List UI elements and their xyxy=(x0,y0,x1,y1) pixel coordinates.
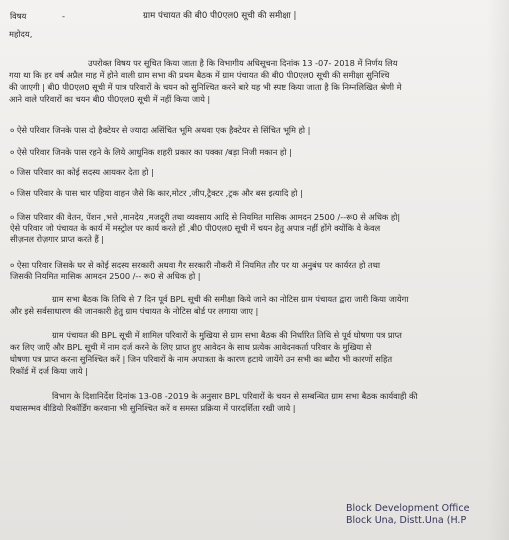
criteria-item-continuation: जिसकी नियमित मासिक आमदन 2500 /-- रू0 से अधिक हो | xyxy=(10,271,201,281)
criteria-item: ० ऐसे परिवार जिनके पास दो हैक्टेयर से ज्यादा असिंचित भूमि अथवा एक हैक्टेयर से सिंचित भूमि हो | xyxy=(10,125,311,135)
subject-label: विषय xyxy=(10,11,27,21)
signature-line-1: Block Development Office xyxy=(346,503,470,514)
paragraph-line: रिकॉर्ड में दर्ज किया जाये | xyxy=(10,366,88,376)
salutation: महोदय, xyxy=(9,29,33,39)
criteria-item: ० ऐसे परिवार जिनके पास रहने के लिये आधुनिक शहरी प्रकार का पक्का /बड़ा निजी मकान हो | xyxy=(10,147,292,157)
paragraph-line: घोषणा पत्र प्राप्त करना सुनिश्चित करें | जिन परिवारों के नाम अपात्रता के कारण हटाये जायेंगे उन सभी का ब्यौरा भी कारणों सहित xyxy=(10,354,393,364)
paragraph-line: कर लिए जाएँ और BPL सूची में नाम दर्ज करने के लिए प्राप्त हुए आवेदन के साथ प्रत्येक आवेदनकर्ता परिवार के मुखिया से xyxy=(10,342,372,352)
intro-line: गया था कि हर वर्ष अप्रैल माह में होने वाली ग्राम सभा की प्रथम बैठक में ग्राम पंचायत की बी0 पी0एल0 सूची की समीक्षा सुनिश्चि xyxy=(9,70,390,80)
paragraph-line: ग्राम पंचायत की BPL सूची में शामिल परिवारों के मुखिया से ग्राम सभा बैठक की निर्धारित तिथि से पूर्व घोषणा पत्र प्राप्त xyxy=(52,330,402,340)
intro-line: की जाएगी | बी0 पी0एल0 सूची में पात्र परिवारों के चयन को सुनिश्चित करने बारे यह भी स्पष्ट किया जाता है कि निम्नलिखित श्रेणी मे xyxy=(9,82,402,92)
page-edge-shadow xyxy=(487,0,509,540)
criteria-item: ० जिस परिवार के पास चार पहिया वाहन जैसे कि कार,मोटर ,जीप,ट्रैक्टर ,ट्रक और बस इत्यादि हो | xyxy=(10,188,303,198)
criteria-item: ० ऐसा परिवार जिसके घर से कोई सदस्य सरकारी अथवा गैर सरकारी नौकरी में नियमित तौर पर या अनुबंध पर कार्यरत हो तथा xyxy=(10,260,380,270)
subject-text: ग्राम पंचायत की बी0 पी0एल0 सूची की समीक्षा | xyxy=(143,11,297,21)
paragraph-line: ग्राम सभा बैठक कि तिथि से 7 दिन पूर्व BPL सूची की समीक्षा किये जाने का नोटिस ग्राम पंचायत द्वारा जारी किया जायेगा xyxy=(52,294,409,304)
signature-line-2: Block Una, Distt.Una (H.P xyxy=(346,515,467,526)
criteria-item-continuation: ऐसे परिवार जो पंचायत के कार्य में मस्ट्रोल पर कार्य करते हों ,बी0 पी0एल0 सूची में चयन हेतु अपात्र नहीं होंगे क्योंकि वे केवल xyxy=(10,223,381,233)
subject-dash: - xyxy=(62,11,65,21)
intro-line: उपरोक्त विषय पर सूचित किया जाता है कि विभागीय अधिसूचना दिनांक 13 -07- 2018 में निर्णय लिय xyxy=(88,58,398,68)
criteria-item: ० जिस परिवार का कोई सदस्य आयकर देता हो | xyxy=(10,167,154,177)
criteria-item: ० जिस परिवार की वेतन, पेंशन ,भत्ते ,मानदेय ,मजदूरी तथा व्यवसाय आदि से नियमित मासिक आमदन 2500 /--रू0 से अधिक हो| xyxy=(10,212,401,222)
intro-line: आने वाले परिवारों का चयन बी0 पी0एल0 सूची में नहीं किया जाये | xyxy=(9,94,211,104)
paragraph-line: यथासम्भव वीडियो रिकॉर्डिंग करवाना भी सुनिश्चित करें व समस्त प्रक्रिया में पारदर्शिता रखी जाये | xyxy=(10,403,296,413)
paragraph-line: और इसे सर्वसाधारण की जानकारी हेतु ग्राम पंचायत के नोटिस बोर्ड पर लगाया जाए | xyxy=(10,306,259,316)
paragraph-line: विभाग के दिशानिर्देश दिनांक 13-08 -2019 के अनुसार BPL परिवारों के चयन से सम्बन्धित ग्राम सभा बैठक कार्यवाही की xyxy=(52,391,418,401)
criteria-item-continuation: सीज़नल रोज़गार प्राप्त करते हैं | xyxy=(10,234,105,244)
